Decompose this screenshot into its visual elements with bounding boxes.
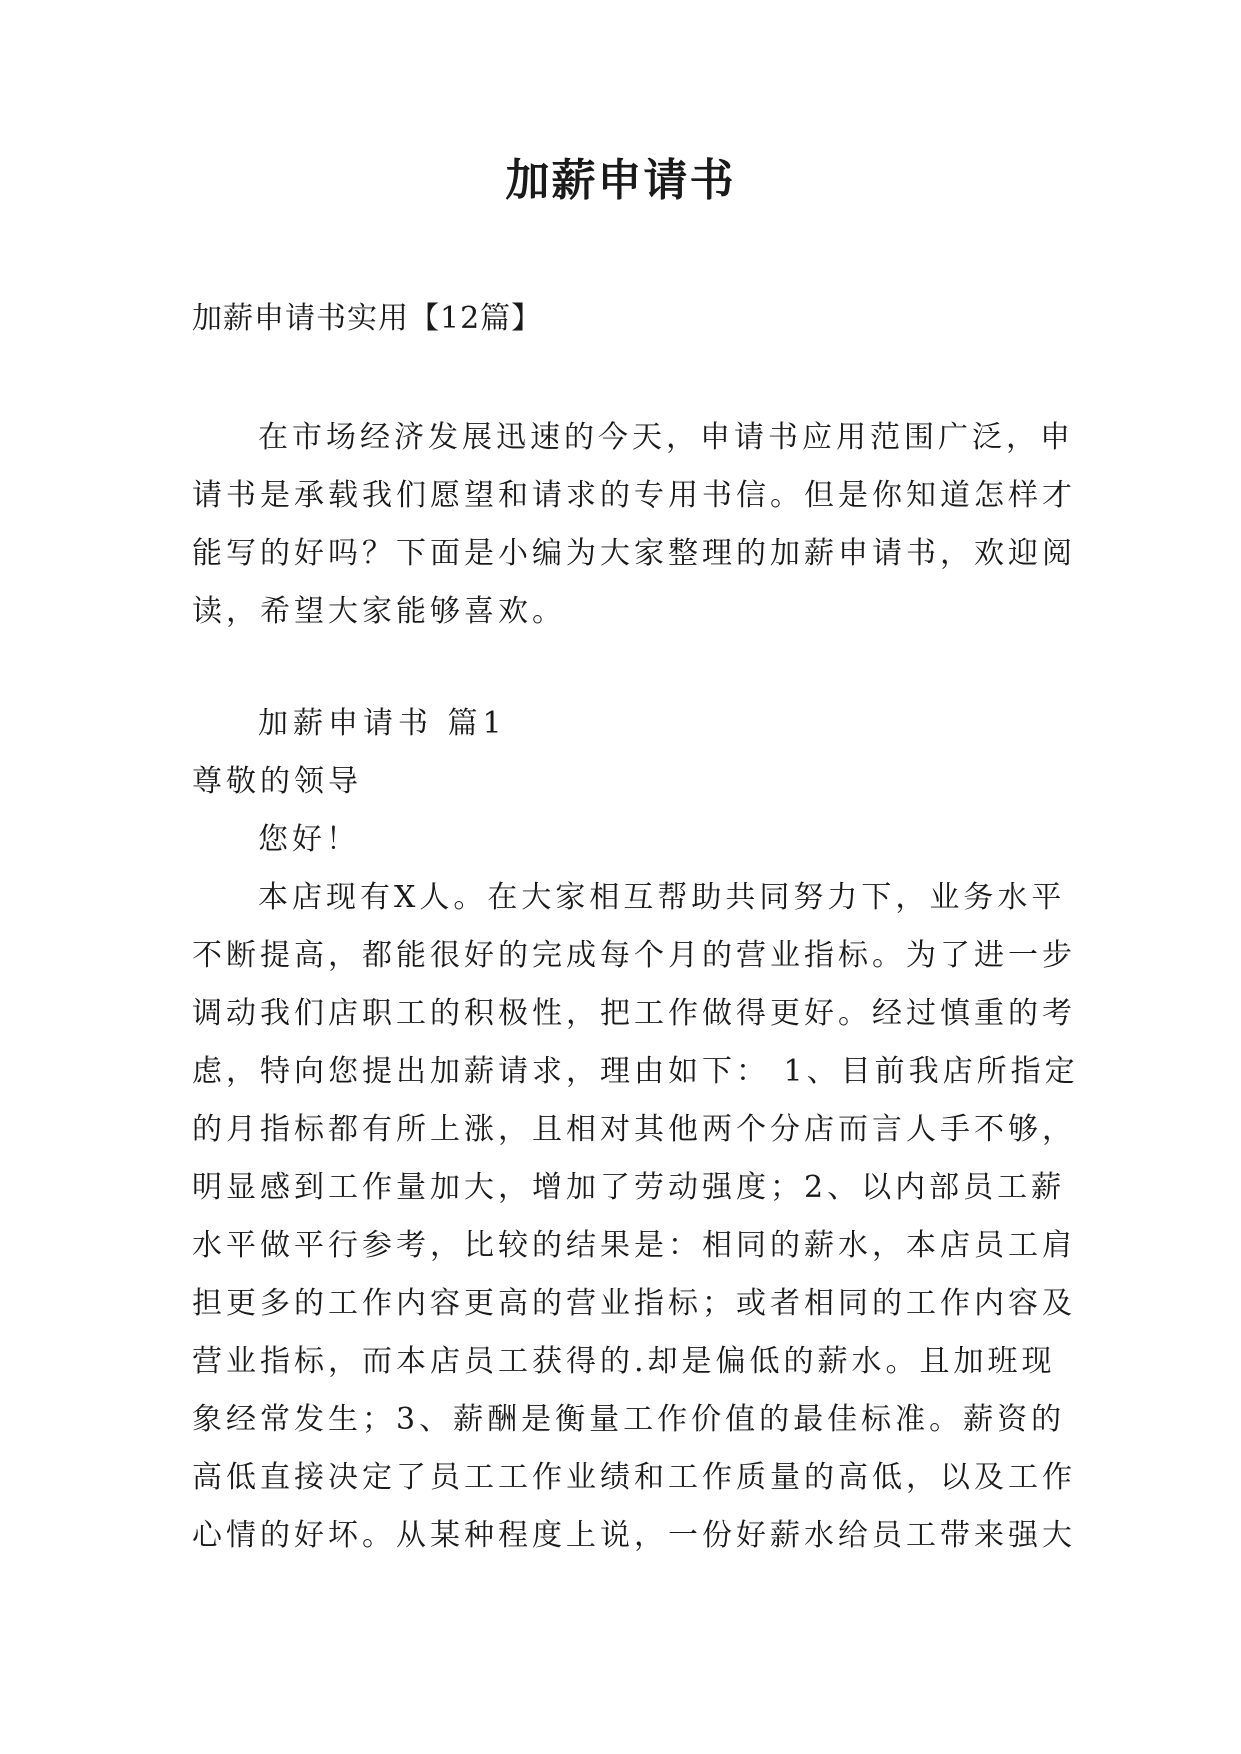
intro-paragraph (192, 409, 1076, 641)
salutation: 尊敬的领导 (192, 764, 362, 799)
intro-line: 读，希望大家能够喜欢。 (192, 594, 566, 629)
letter-section (192, 695, 1079, 1565)
body-line: 明显感到工作量加大，增加了劳动强度；2、以内部员工薪 (192, 1170, 1066, 1205)
greeting: 您好！ (258, 822, 360, 857)
body-line: 心情的好坏。从某种程度上说，一份好薪水给员工带来强大 (192, 1518, 1076, 1553)
body-line: 虑，特向您提出加薪请求，理由如下： 1、目前我店所指定 (192, 1054, 1079, 1089)
intro-line: 在市场经济发展迅速的今天，申请书应用范围广泛，申 (258, 420, 1074, 455)
body-line: 不断提高，都能很好的完成每个月的营业指标。为了进一步 (192, 938, 1076, 973)
body-line: 象经常发生；3、薪酬是衡量工作价值的最佳标准。薪资的 (192, 1402, 1066, 1437)
body-line: 营业指标，而本店员工获得的.却是偏低的薪水。且加班现 (192, 1344, 1056, 1379)
body-line: 高低直接决定了员工工作业绩和工作质量的高低，以及工作 (192, 1460, 1076, 1495)
intro-line: 请书是承载我们愿望和请求的专用书信。但是你知道怎样才 (192, 478, 1076, 513)
body-line: 本店现有X人。在大家相互帮助共同努力下，业务水平 (258, 880, 1066, 915)
document-subtitle: 加薪申请书实用【12篇】 (192, 301, 543, 336)
section-heading: 加薪申请书 篇1 (258, 706, 507, 741)
body-line: 担更多的工作内容更高的营业指标；或者相同的工作内容及 (192, 1286, 1076, 1321)
body-line: 调动我们店职工的积极性，把工作做得更好。经过慎重的考 (192, 996, 1076, 1031)
body-line: 的月指标都有所上涨，且相对其他两个分店而言人手不够， (192, 1112, 1076, 1147)
intro-line: 能写的好吗？下面是小编为大家整理的加薪申请书，欢迎阅 (192, 536, 1076, 571)
document-title: 加薪申请书 (505, 155, 736, 206)
body-line: 水平做平行参考，比较的结果是：相同的薪水，本店员工肩 (192, 1228, 1076, 1263)
